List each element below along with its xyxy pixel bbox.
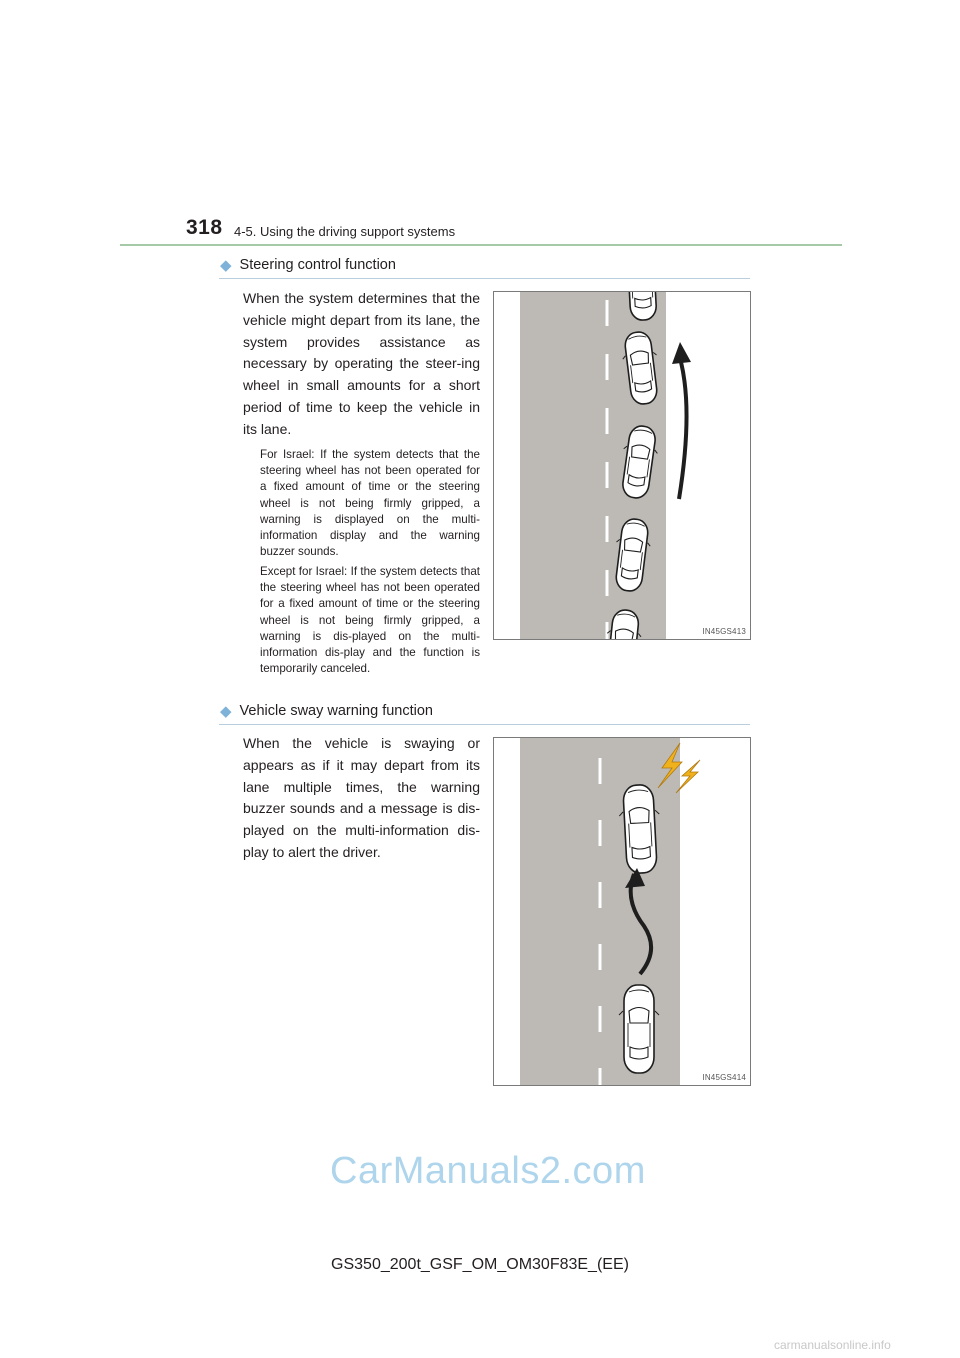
return-arrow-head — [672, 342, 691, 364]
steering-heading: Steering control function — [239, 257, 396, 273]
sway-figure — [493, 737, 751, 1086]
steering-figure — [493, 291, 751, 640]
steering-note-israel: For Israel: If the system detects that the steering wheel has not been operated for a fixed amount of time or the steering wheel is not being firmly gripped, a warning is displayed on the multi-information display and the warning buzzer sounds. — [260, 448, 480, 559]
steering-subheading — [220, 256, 396, 274]
page-number: 318 — [186, 216, 223, 239]
road-surface — [520, 738, 680, 1085]
steering-subhead-rule — [219, 278, 750, 279]
sway-heading: Vehicle sway warning function — [239, 703, 433, 719]
sway-body: When the vehicle is swaying or appears as if it may depart from its lane multiple times, the warning buzzer sounds and a message is dis-played on the multi-information dis-play to alert the driver. — [243, 735, 480, 860]
sway-subhead-rule — [219, 724, 750, 725]
steering-figure-code: IN45GS413 — [702, 627, 746, 636]
footer-code: GS350_200t_GSF_OM_OM30F83E_(EE) — [331, 1256, 629, 1273]
corner-watermark: carmanualsonline.info — [774, 1338, 891, 1352]
steering-body: When the system determines that the vehicle might depart from its lane, the system provides assistance as necessary by operating the steer-ing wheel in small amounts for a short period of time to keep the vehicle in its lane. — [243, 290, 480, 437]
sway-subheading — [220, 702, 433, 720]
watermark: CarManuals2.com — [330, 1150, 646, 1192]
steering-note-except-israel: Except for Israel: If the system detects that the steering wheel has not been operated for a fixed amount of time or the steering wheel is not being firmly gripped, a warning is dis-played on the multi-information dis-play and the function is temporarily canceled. — [260, 565, 480, 676]
sway-figure-code: IN45GS414 — [702, 1073, 746, 1082]
car-rear — [619, 985, 659, 1073]
diamond-icon: ◆ — [220, 703, 232, 720]
header-rule — [120, 244, 842, 246]
diamond-icon: ◆ — [220, 257, 232, 274]
steering-illustration — [494, 292, 750, 639]
sway-illustration — [494, 738, 750, 1085]
section-title: 4-5. Using the driving support systems — [234, 224, 456, 239]
return-arrow — [679, 362, 687, 499]
